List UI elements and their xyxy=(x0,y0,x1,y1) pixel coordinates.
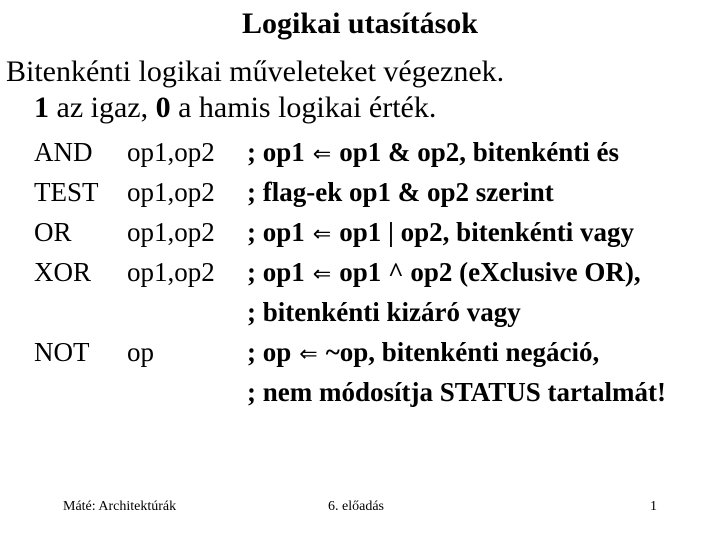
instruction-row-or xyxy=(0,214,720,250)
instruction-row-not xyxy=(0,334,720,370)
left-double-arrow-icon: ⇐ xyxy=(312,262,332,287)
comment-post: op1 | op2, bitenkénti vagy xyxy=(339,217,634,247)
comment-pre: ; op1 xyxy=(247,137,305,167)
mnemonic: OR xyxy=(34,217,72,247)
comment-post: ~op, bitenkénti negáció, xyxy=(325,337,600,367)
operands: op xyxy=(127,337,154,367)
comment xyxy=(247,134,619,173)
left-double-arrow-icon: ⇐ xyxy=(312,222,332,247)
comment: ; flag-ek op1 & op2 szerint xyxy=(247,177,554,207)
left-double-arrow-icon: ⇐ xyxy=(312,142,332,167)
comment-post: op1 & op2, bitenkénti és xyxy=(339,137,619,167)
left-double-arrow-icon: ⇐ xyxy=(299,342,318,367)
instruction-row-not-continuation xyxy=(0,374,720,410)
instruction-row-xor xyxy=(0,254,720,290)
comment-pre: ; op xyxy=(247,337,292,367)
mnemonic: TEST xyxy=(34,177,99,207)
false-value: 0 xyxy=(155,91,171,124)
slide-title: Logikai utasítások xyxy=(242,7,478,40)
comment: ; nem módosítja STATUS tartalmát! xyxy=(247,377,666,407)
operands: op1,op2 xyxy=(127,257,215,287)
operands: op1,op2 xyxy=(127,137,215,167)
mnemonic: NOT xyxy=(34,337,90,367)
comment xyxy=(247,334,599,373)
true-value: 1 xyxy=(34,91,49,124)
footer-lecture: 6. előadás xyxy=(328,499,384,514)
comment xyxy=(247,254,641,293)
comment-pre: ; op1 xyxy=(247,257,305,287)
true-label: az igaz, xyxy=(49,91,156,124)
comment-post: op1 ^ op2 (eXclusive OR), xyxy=(339,257,641,287)
false-label: a hamis logikai érték. xyxy=(170,91,437,124)
footer-author: Máté: Architektúrák xyxy=(63,499,177,514)
instruction-row-xor-continuation xyxy=(0,294,720,330)
instruction-row-and xyxy=(0,134,720,170)
truth-values-text xyxy=(34,90,436,126)
mnemonic: XOR xyxy=(34,257,92,287)
page-number: 1 xyxy=(650,499,657,514)
comment xyxy=(247,214,634,253)
operands: op1,op2 xyxy=(127,217,215,247)
instruction-row-test xyxy=(0,174,720,210)
comment: ; bitenkénti kizáró vagy xyxy=(247,297,521,327)
mnemonic: AND xyxy=(34,137,93,167)
intro-text: Bitenkénti logikai műveleteket végeznek. xyxy=(6,55,505,88)
comment-pre: ; op1 xyxy=(247,217,305,247)
operands: op1,op2 xyxy=(127,177,215,207)
